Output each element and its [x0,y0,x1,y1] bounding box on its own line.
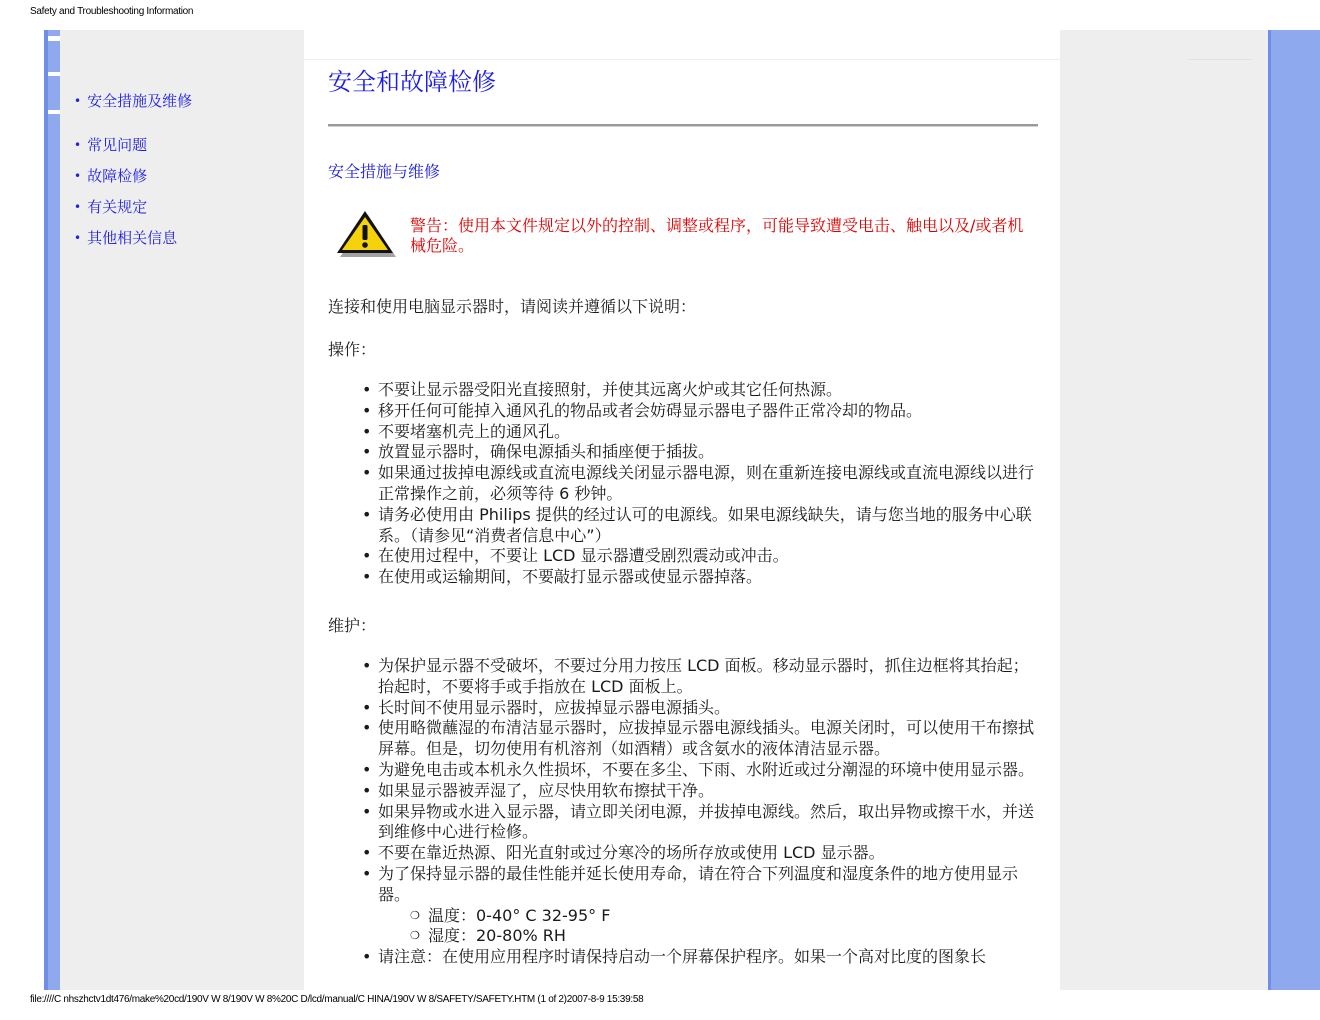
condition-text: 湿度：20-80% RH [428,926,566,946]
bullet-dot: • [362,843,372,863]
list-item-text: 为避免电击或本机永久性损坏，不要在多尘、下雨、水附近或过分潮湿的环境中使用显示器。 [378,759,1035,779]
bullet-dot: • [362,567,372,587]
sidebar-item-label[interactable]: 故障检修 [87,167,148,185]
list-item-text: 移开任何可能掉入通风孔的物品或者会妨碍显示器电子器件正常冷却的物品。 [378,400,923,420]
right-panel-rule [1188,59,1252,60]
list-item-text: 如果异物或水进入显示器，请立即关闭电源，并拔掉电源线。然后，取出异物或擦干水，并送到维修中心进行检修。 [378,801,1035,842]
operation-list [358,380,1038,588]
bullet-dot: • [362,780,372,800]
list-item-text: 如果显示器被弄湿了，应尽快用软布擦拭干净。 [378,780,715,800]
circle-bullet: ❍ [410,929,420,943]
document-header-title: Safety and Troubleshooting Information [30,6,194,17]
bullet-dot: • [362,801,372,821]
list-item-text: 为了保持显示器的最佳性能并延长使用寿命，请在符合下列温度和湿度条件的地方使用显示器。 [378,863,1019,904]
bullet-dot: • [362,697,372,717]
list-item [358,864,1038,947]
bullet-dot: • [74,199,82,214]
bullet-dot: • [74,93,82,108]
right-frame-stripe [1268,30,1320,990]
list-item [358,505,1038,547]
bullet-dot: • [362,863,372,883]
condition-humidity [378,926,1038,947]
sidebar-item-other-info[interactable] [74,227,177,248]
title-divider [328,124,1038,127]
list-item-text: 在使用过程中，不要让 LCD 显示器遭受剧烈震动或冲击。 [378,546,789,566]
condition-text: 温度：0-40° C 32-95° F [428,905,611,925]
warning-triangle-icon [333,209,399,261]
list-item-text: 放置显示器时，确保电源插头和插座便于插拔。 [378,442,715,462]
maintenance-heading: 维护： [328,616,377,635]
bullet-dot: • [362,463,372,483]
bullet-dot: • [362,380,372,399]
left-frame-notch [48,72,60,76]
list-item-text: 长时间不使用显示器时，应拔掉显示器电源插头。 [378,697,731,717]
bullet-dot: • [362,947,372,967]
list-item [358,760,1038,781]
bullet-dot: • [362,504,372,524]
list-item-text: 在使用或运输期间，不要敲打显示器或使显示器掉落。 [378,567,763,587]
bullet-dot: • [362,656,372,675]
circle-bullet: ❍ [410,908,420,922]
sidebar-item-label[interactable]: 其他相关信息 [87,229,178,247]
document-footer-path: file:////C nhszhctv1dt476/make%20cd/190V W 8/190V W 8%20C D/lcd/manual/C HINA/190V W 8/SAFETY/SAFETY.HTM (1 of 2)2007-8-9 15:39:58 [30,994,644,1005]
list-item-text: 如果通过拔掉电源线或直流电源线关闭显示器电源，则在重新连接电源线或直流电源线以进行正常操作之前，必须等待 6 秒钟。 [378,463,1035,503]
intro-text: 连接和使用电脑显示器时，请阅读并遵循以下说明： [328,297,697,316]
list-item-text: 请务必使用由 Philips 提供的经过认可的电源线。如果电源线缺失，请与您当地的服务中心联系。（请参见“消费者信息中心”） [378,504,1032,545]
page-title: 安全和故障检修 [328,68,496,96]
list-item [358,781,1038,802]
sidebar-item-faq[interactable] [74,134,147,155]
list-item-text: 使用略微蘸湿的布清洁显示器时，应拔掉显示器电源线插头。电源关闭时，可以使用干布擦拭屏幕。但是，切勿使用有机溶剂（如酒精）或含氨水的液体清洁显示器。 [378,718,1035,759]
sidebar-item-safety[interactable] [74,90,192,111]
list-item [358,567,1038,588]
section-title: 安全措施与维修 [328,162,441,181]
list-item [358,401,1038,422]
left-frame-edge [44,30,48,990]
bullet-dot: • [362,421,372,441]
top-rule [304,59,1060,60]
bullet-dot: • [74,230,82,245]
list-item [358,843,1038,864]
list-item [358,656,1038,698]
warning-text: 警告：使用本文件规定以外的控制、调整或程序，可能导致遭受电击、触电以及/或者机械危险。 [410,216,1024,255]
bullet-dot: • [362,546,372,566]
sidebar-item-label[interactable]: 常见问题 [87,136,148,154]
condition-temperature [378,906,1038,927]
bullet-dot: • [362,400,372,420]
bullet-dot: • [362,442,372,462]
list-item [358,546,1038,567]
list-item-text: 请注意：在使用应用程序时请保持启动一个屏幕保护程序。如果一个高对比度的图象长 [378,947,987,967]
list-item [358,380,1038,401]
list-item [358,463,1038,505]
sidebar-item-troubleshooting[interactable] [74,165,147,186]
bullet-dot: • [74,168,82,183]
list-item-text: 不要让显示器受阳光直接照射，并使其远离火炉或其它任何热源。 [378,380,843,399]
left-frame-notch [48,36,60,41]
maintenance-list [358,656,1038,968]
sidebar-item-label[interactable]: 有关规定 [87,198,148,216]
right-margin-panel [1060,30,1268,990]
sidebar-item-regulatory[interactable] [74,196,147,217]
list-item [358,698,1038,719]
bullet-dot: • [362,718,372,738]
list-item [358,802,1038,844]
left-frame-notch [48,110,60,114]
list-item [358,442,1038,463]
bullet-dot: • [74,137,82,152]
list-item-text: 为保护显示器不受破坏，不要过分用力按压 LCD 面板。移动显示器时，抓住边框将其抬起；抬起时，不要将手或手指放在 LCD 面板上。 [378,656,1029,696]
list-item [358,422,1038,443]
list-item [358,718,1038,760]
sidebar-item-label[interactable]: 安全措施及维修 [87,92,193,110]
bullet-dot: • [362,759,372,779]
list-item [358,947,1038,968]
list-item-text: 不要堵塞机壳上的通风孔。 [378,421,571,441]
list-item-text: 不要在靠近热源、阳光直射或过分寒冷的场所存放或使用 LCD 显示器。 [378,843,885,863]
right-frame-edge [1268,30,1271,990]
operation-heading: 操作： [328,340,377,359]
